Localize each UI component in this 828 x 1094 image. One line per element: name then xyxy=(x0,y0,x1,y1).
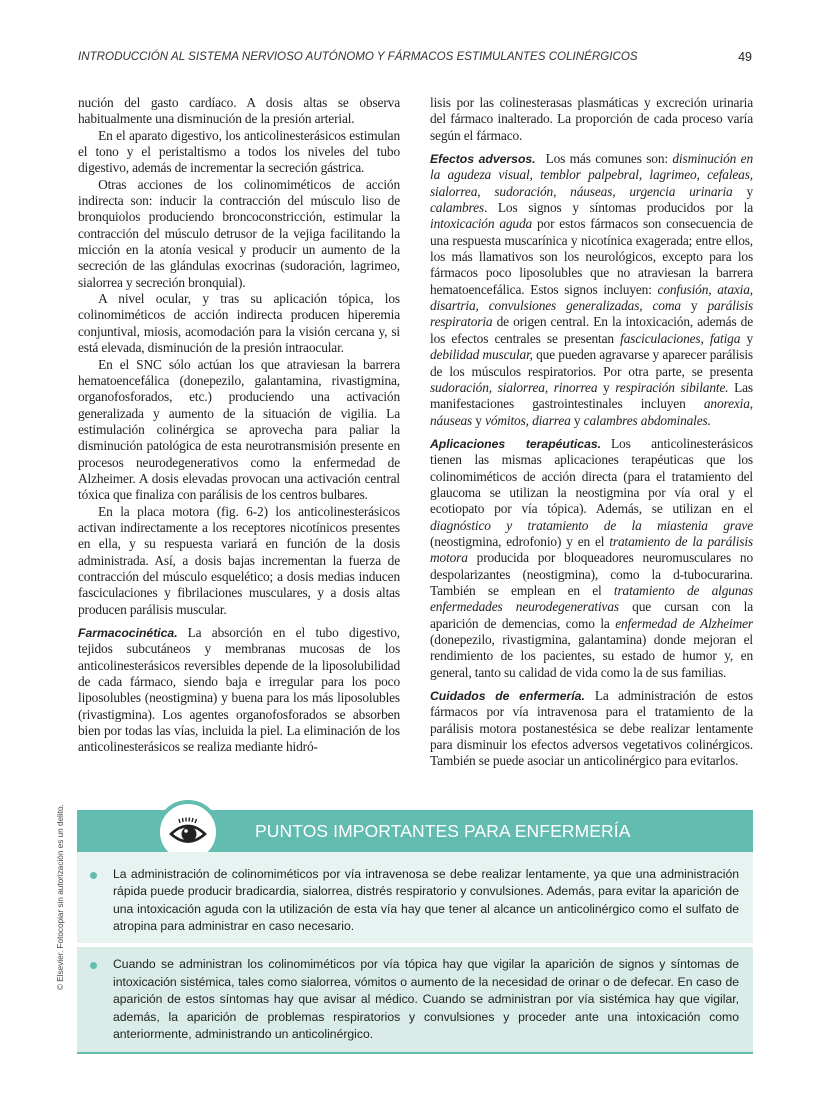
text-run: En el SNC sólo actúan los que atraviesan la barrera hematoencefálica (donepezilo, galantamina, rivastigmina, organofosforados, etc.) produciendo una activación generalizada y aumento de la situación de vigilia. La estimulación colinérgica se aprovecha para paliar la disminución patológica de esta neurotransmisión presente en procesos neurodegenerativos como la enfermedad de Alzheimer. A dosis elevadas provocan una activación central tóxica que finaliza con parálisis de los centros bulbares. xyxy=(78,356,400,503)
body-paragraph xyxy=(78,177,400,291)
emphasized-text: enfermedad de Alzheimer xyxy=(615,615,753,631)
right-column xyxy=(430,95,753,770)
text-run: A nivel ocular, y tras su aplicación tópica, los colinomiméticos de acción indirecta producen hiperemia conjuntival, miosis, acomodación para la visión cercana y, si está elevada, disminución de la presión intraocular. xyxy=(78,291,400,356)
text-run: producida por bloqueadores neuromusculares no despolarizantes (neostigmina), como la d-tubocurarina. También se emplean en el xyxy=(430,550,753,598)
emphasized-text: diagnóstico y tratamiento de la miastenia grave xyxy=(430,517,753,533)
emphasized-text: intoxicación aguda xyxy=(430,216,533,232)
emphasized-text: debilidad muscular, xyxy=(430,347,533,363)
text-run: lisis por las colinesterasas plasmáticas y excreción urinaria del fármaco inalterado. La proporción de cada proceso varía según el fármaco. xyxy=(430,95,753,143)
left-column xyxy=(78,95,400,756)
emphasized-text: vómitos, diarrea xyxy=(485,412,571,428)
text-run: de origen central. En la intoxicación, además de los efectos centrales se presentan xyxy=(430,314,753,346)
text-run: Los más comunes son: xyxy=(545,151,673,167)
section-paragraph xyxy=(78,625,400,756)
text-run: y xyxy=(597,379,616,395)
nursing-points-box xyxy=(77,810,753,1055)
section-heading: Cuidados de enfermería. xyxy=(430,689,585,704)
body-paragraph xyxy=(78,504,400,618)
running-header xyxy=(78,50,752,63)
nursing-box-title: PUNTOS IMPORTANTES PARA ENFERMERÍA xyxy=(255,820,631,841)
emphasized-text: calambres abdominales. xyxy=(583,412,711,428)
section-heading: Efectos adversos. xyxy=(430,152,536,167)
text-run: y xyxy=(740,330,754,346)
bullet-icon xyxy=(90,872,97,879)
body-paragraph xyxy=(78,291,400,356)
text-run: En la placa motora (fig. 6-2) los anticolinesterásicos activan indirectamente a los receptores nicotínicos presentes en ella, y su respuesta variará en función de la dosis administrada. Así, a dosis bajas incrementan la fuerza de contracción del músculo esquelético; a dosis medias inducen fasciculaciones y fibrilaciones musculares, y a dosis altas producen parálisis muscular. xyxy=(78,503,400,617)
text-run: (neostigmina, edrofonio) y en el xyxy=(430,533,610,549)
text-run: En el aparato digestivo, los anticolinesterásicos estimulan el tono y el peristaltismo a todos los niveles del tubo digestivo, además de incrementar la secreción gástrica. xyxy=(78,127,400,176)
emphasized-text: sudoración, sialorrea, rinorrea xyxy=(430,379,598,395)
emphasized-text: respiración sibilante. xyxy=(615,379,729,395)
emphasized-text: tratamiento de la parálisis motora xyxy=(430,533,753,566)
page-number: 49 xyxy=(738,50,752,64)
section-paragraph xyxy=(430,688,753,770)
bullet-icon xyxy=(90,962,97,969)
text-run: Los anticolinesterásicos tienen las mismas aplicaciones terapéuticas que los colinomiméticos de acción directa (para el tratamiento del glaucoma se utilizan la neostigmina por vía oral y el ecotiopato por vía tópica). Además, se utilizan en el xyxy=(430,435,753,517)
nursing-point-text: Cuando se administran los colinomiméticos por vía tópica hay que vigilar la aparición de signos y síntomas de intoxicación sistémica, tales como sialorrea, vómitos o aumento de la necesidad de orinar o de defecar. En caso de aparición de estos síntomas hay que avisar al médico. Cuando se administran por vía sistémica hay que vigilar, además, la aparición de problemas respiratorios y convulsiones y proceder ante una intoxicación como anteriormente, administrando un anticolinérgico. xyxy=(113,957,739,1041)
body-paragraph xyxy=(78,128,400,177)
section-paragraph xyxy=(430,436,753,681)
emphasized-text: anorexia, náuseas xyxy=(430,396,753,428)
nursing-point-text: La administración de colinomiméticos por vía intravenosa se debe realizar lentamente, ya que una administración rápida puede producir bradicardia, sialorrea, distrés respiratorio y convulsiones. Además, para evitar la aparición de una intoxicación aguda con la utilización de esta vía hay que tener al alcance un anticolinérgico como el sulfato de atropina para administrar en caso necesario. xyxy=(113,866,739,933)
text-run: que cursan con la aparición de demencias, como la xyxy=(430,599,753,631)
emphasized-text: calambres xyxy=(430,200,484,216)
text-columns xyxy=(78,95,753,770)
body-paragraph xyxy=(78,357,400,504)
text-run: . Los signos y síntomas producidos por la xyxy=(483,200,753,216)
text-run: Las manifestaciones gastrointestinales incluyen xyxy=(430,379,753,412)
text-run: y xyxy=(680,298,708,314)
text-run: (donepezilo, rivastigmina, galantamina) donde mejoran el rendimiento de los pacientes, su estado de humor y, en general, tanto su calidad de vida como la de sus familias. xyxy=(430,632,753,680)
text-run: y xyxy=(472,412,486,428)
emphasized-text: tratamiento de algunas enfermedades neurodegenerativas xyxy=(430,582,753,615)
emphasized-text: disminución en la agudeza visual, temblor palpebral, lagrimeo, cefaleas, sialorrea, sudoración, náuseas, urgencia urinaria xyxy=(430,151,753,199)
text-run: y xyxy=(570,412,584,428)
text-run: La absorción en el tubo digestivo, tejidos subcutáneos y membranas mucosas de los anticolinesterásicos reversibles depende de la liposolubilidad de cada fármaco, siendo baja e irregular para los poco liposolubles (neostigmina) y buena para los más liposolubles (rivastigmina). Los agentes organofosforados se absorben bien por todas las vías, incluida la piel. La eliminación de los anticolinesterásicos se realiza mediante hidró- xyxy=(78,625,400,755)
nursing-point xyxy=(77,852,753,944)
section-heading: Farmacocinética. xyxy=(78,626,178,640)
section-heading: Aplicaciones terapéuticas. xyxy=(430,436,602,451)
emphasized-text: fasciculaciones, fatiga xyxy=(620,330,741,346)
nursing-point xyxy=(77,947,753,1054)
emphasized-text: parálisis respiratoria xyxy=(430,298,753,330)
text-run: Otras acciones de los colinomiméticos de acción indirecta son: inducir la contracción del músculo liso de bronquiolos produciendo broncoconstricción, estimular la contracción del músculo detrusor de la vejiga facilitando la micción en la atonía vesical y producir un aumento de la secreción de las glándulas exocrinas (sudoración, lagrimeo, sialorrea y secreción bronquial). xyxy=(78,176,400,290)
text-run: y xyxy=(732,183,754,199)
legal-notice: © Elsevier. Fotocopiar sin autorización es un delito. xyxy=(56,804,65,990)
text-run: La administración de estos fármacos por vía intravenosa para el tratamiento de la parálisis motora postanestésica se debe realizar lentamente para disminuir los efectos adversos vegetativos colinérgicos. También se puede asociar un anticolinérgico para evitarlos. xyxy=(430,688,753,769)
text-run: que pueden agravarse y aparecer parálisis de los músculos respiratorios. Por otra parte, se presenta xyxy=(430,347,753,379)
running-title: INTRODUCCIÓN AL SISTEMA NERVIOSO AUTÓNOMO Y FÁRMACOS ESTIMULANTES COLINÉRGICOS xyxy=(78,50,638,63)
page-content xyxy=(78,95,753,1094)
emphasized-text: confusión, ataxia, disartria, convulsiones generalizadas, coma xyxy=(430,281,753,314)
text-run: por estos fármacos son consecuencia de una respuesta muscarínica y nicotínica exagerada; entre ellos, los más llamativos son los neurológicos, excepto para los fármacos poco liposolubles que no atraviesan la barrera hematoencefálica. Estos signos incluyen: xyxy=(430,216,753,297)
text-run: nución del gasto cardíaco. A dosis altas se observa habitualmente una disminución de la presión arterial. xyxy=(78,95,400,127)
body-paragraph xyxy=(430,95,753,144)
section-paragraph xyxy=(430,151,753,429)
body-paragraph xyxy=(78,95,400,128)
nursing-box-header xyxy=(77,810,753,852)
